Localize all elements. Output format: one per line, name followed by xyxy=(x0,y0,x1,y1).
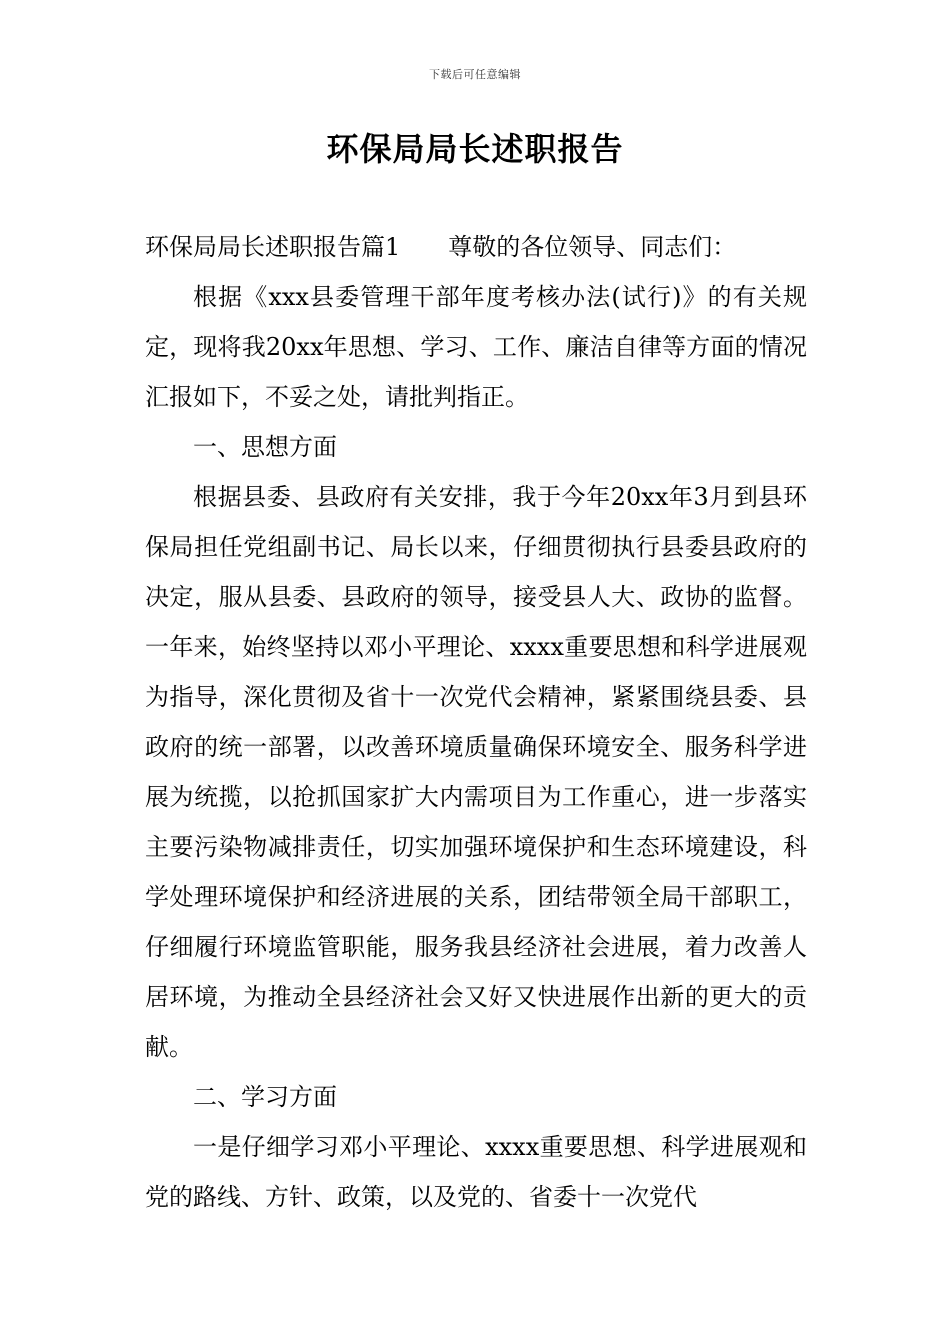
section-heading-thought: 一、思想方面 xyxy=(193,433,337,461)
paragraph-opening: 根据《xxx县委管理干部年度考核办法(试行)》的有关规定，现将我20xx年思想、学习、工作、廉洁自律等方面的情况汇报如下，不妥之处，请批判指正。 xyxy=(145,283,807,411)
document-body xyxy=(145,222,807,1222)
document-title: 环保局局长述职报告 xyxy=(326,130,624,168)
section-heading-study: 二、学习方面 xyxy=(193,1083,337,1111)
header-note: 下载后可任意编辑 xyxy=(429,68,521,81)
paragraph-thought: 根据县委、县政府有关安排，我于今年20xx年3月到县环保局担任党组副书记、局长以来，仔细贯彻执行县委县政府的决定，服从县委、县政府的领导，接受县人大、政协的监督。一年来，始终坚持以邓小平理论、xxxx重要思想和科学进展观为指导，深化贯彻及省十一次党代会精神，紧紧围绕县委、县政府的统一部署，以改善环境质量确保环境安全、服务科学进展为统揽，以抢抓国家扩大内需项目为工作重心，进一步落实主要污染物减排责任，切实加强环境保护和生态环境建设，科学处理环境保护和经济进展的关系，团结带领全局干部职工，仔细履行环境监管职能，服务我县经济社会进展，着力改善人居环境，为推动全县经济社会又好又快进展作出新的更大的贡献。 xyxy=(145,483,807,1061)
intro-line xyxy=(145,222,807,272)
paragraph-study: 一是仔细学习邓小平理论、xxxx重要思想、科学进展观和党的路线、方针、政策，以及党的、省委十一次党代 xyxy=(145,1133,807,1211)
salutation: 尊敬的各位领导、同志们： xyxy=(448,233,737,261)
intro-heading: 环保局局长述职报告篇1 xyxy=(145,233,401,261)
